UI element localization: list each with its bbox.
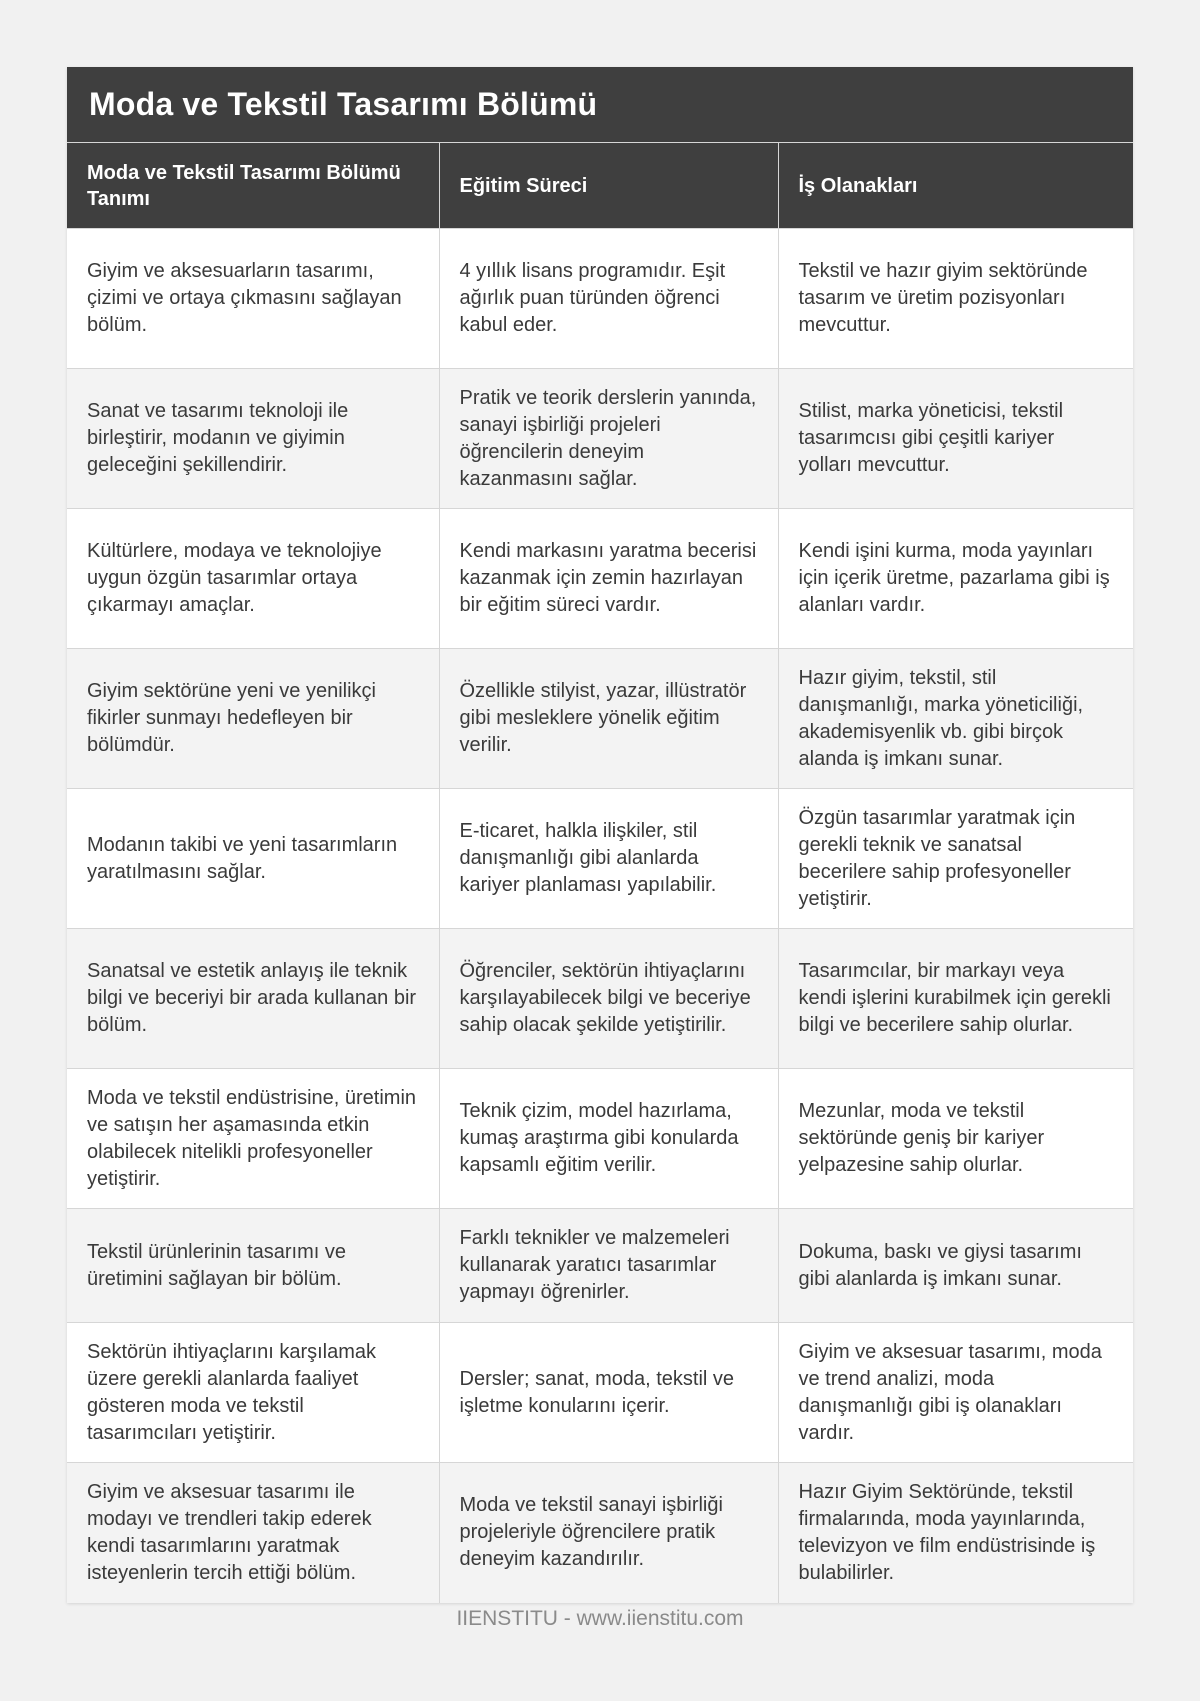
title-bar (67, 67, 1133, 143)
footer-credit: IIENSTITU - www.iienstitu.com (456, 1607, 744, 1630)
table-cell: Kendi markasını yaratma becerisi kazanmak için zemin hazırlayan bir eğitim süreci vardır. (439, 509, 778, 649)
table-row (67, 649, 1133, 789)
table-cell: Giyim ve aksesuar tasarımı ile modayı ve trendleri takip ederek kendi tasarımlarını yaratmak isteyenlerin tercih ettiği bölüm. (67, 1463, 439, 1603)
table-row (67, 509, 1133, 649)
table-cell: Moda ve tekstil sanayi işbirliği projeleriyle öğrencilere pratik deneyim kazandırılır. (439, 1463, 778, 1603)
table-cell: Tekstil ürünlerinin tasarımı ve üretimini sağlayan bir bölüm. (67, 1209, 439, 1323)
table-cell: Sektörün ihtiyaçlarını karşılamak üzere gerekli alanlarda faaliyet gösteren moda ve tekstil tasarımcıları yetiştirir. (67, 1323, 439, 1463)
table-cell: Özellikle stilyist, yazar, illüstratör gibi mesleklere yönelik eğitim verilir. (439, 649, 778, 789)
table-cell: Kendi işini kurma, moda yayınları için içerik üretme, pazarlama gibi iş alanları vardır. (778, 509, 1133, 649)
table-row (67, 929, 1133, 1069)
table-cell: Moda ve tekstil endüstrisine, üretimin ve satışın her aşamasında etkin olabilecek nitelikli profesyoneller yetiştirir. (67, 1069, 439, 1209)
table-cell: E-ticaret, halkla ilişkiler, stil danışmanlığı gibi alanlarda kariyer planlaması yapılabilir. (439, 789, 778, 929)
table-cell: 4 yıllık lisans programıdır. Eşit ağırlık puan türünden öğrenci kabul eder. (439, 229, 778, 369)
content-card (67, 67, 1133, 1603)
table-row (67, 1323, 1133, 1463)
table-header-row (67, 143, 1133, 229)
table-cell: Tasarımcılar, bir markayı veya kendi işlerini kurabilmek için gerekli bilgi ve becerilere sahip olurlar. (778, 929, 1133, 1069)
table-cell: Giyim ve aksesuarların tasarımı, çizimi ve ortaya çıkmasını sağlayan bölüm. (67, 229, 439, 369)
table-cell: Modanın takibi ve yeni tasarımların yaratılmasını sağlar. (67, 789, 439, 929)
table-row (67, 789, 1133, 929)
table-cell: Sanatsal ve estetik anlayış ile teknik bilgi ve beceriyi bir arada kullanan bir bölüm. (67, 929, 439, 1069)
table-cell: Hazır Giyim Sektöründe, tekstil firmalarında, moda yayınlarında, televizyon ve film endüstrisinde iş bulabilirler. (778, 1463, 1133, 1603)
table-cell: Mezunlar, moda ve tekstil sektöründe geniş bir kariyer yelpazesine sahip olurlar. (778, 1069, 1133, 1209)
table-cell: Öğrenciler, sektörün ihtiyaçlarını karşılayabilecek bilgi ve beceriye sahip olacak şekilde yetiştirilir. (439, 929, 778, 1069)
table-cell: Stilist, marka yöneticisi, tekstil tasarımcısı gibi çeşitli kariyer yolları mevcuttur. (778, 369, 1133, 509)
table-cell: Teknik çizim, model hazırlama, kumaş araştırma gibi konularda kapsamlı eğitim verilir. (439, 1069, 778, 1209)
table-cell: Hazır giyim, tekstil, stil danışmanlığı, marka yöneticiliği, akademisyenlik vb. gibi birçok alanda iş imkanı sunar. (778, 649, 1133, 789)
column-header-definition: Moda ve Tekstil Tasarımı Bölümü Tanımı (67, 143, 439, 229)
table-row (67, 1069, 1133, 1209)
page-title: Moda ve Tekstil Tasarımı Bölümü (89, 86, 598, 122)
table-row (67, 369, 1133, 509)
table-row (67, 229, 1133, 369)
table-cell: Tekstil ve hazır giyim sektöründe tasarım ve üretim pozisyonları mevcuttur. (778, 229, 1133, 369)
table-cell: Pratik ve teorik derslerin yanında, sanayi işbirliği projeleri öğrencilerin deneyim kazanmasını sağlar. (439, 369, 778, 509)
table-row (67, 1209, 1133, 1323)
table-cell: Farklı teknikler ve malzemeleri kullanarak yaratıcı tasarımlar yapmayı öğrenirler. (439, 1209, 778, 1323)
info-table (67, 143, 1133, 1603)
column-header-education: Eğitim Süreci (439, 143, 778, 229)
table-cell: Kültürlere, modaya ve teknolojiye uygun özgün tasarımlar ortaya çıkarmayı amaçlar. (67, 509, 439, 649)
table-cell: Sanat ve tasarımı teknoloji ile birleştirir, modanın ve giyimin geleceğini şekillendirir. (67, 369, 439, 509)
column-header-jobs: İş Olanakları (778, 143, 1133, 229)
table-cell: Giyim sektörüne yeni ve yenilikçi fikirler sunmayı hedefleyen bir bölümdür. (67, 649, 439, 789)
table-cell: Dokuma, baskı ve giysi tasarımı gibi alanlarda iş imkanı sunar. (778, 1209, 1133, 1323)
table-cell: Giyim ve aksesuar tasarımı, moda ve trend analizi, moda danışmanlığı gibi iş olanakları vardır. (778, 1323, 1133, 1463)
table-row (67, 1463, 1133, 1603)
table-cell: Özgün tasarımlar yaratmak için gerekli teknik ve sanatsal becerilere sahip profesyoneller yetiştirir. (778, 789, 1133, 929)
table-cell: Dersler; sanat, moda, tekstil ve işletme konularını içerir. (439, 1323, 778, 1463)
